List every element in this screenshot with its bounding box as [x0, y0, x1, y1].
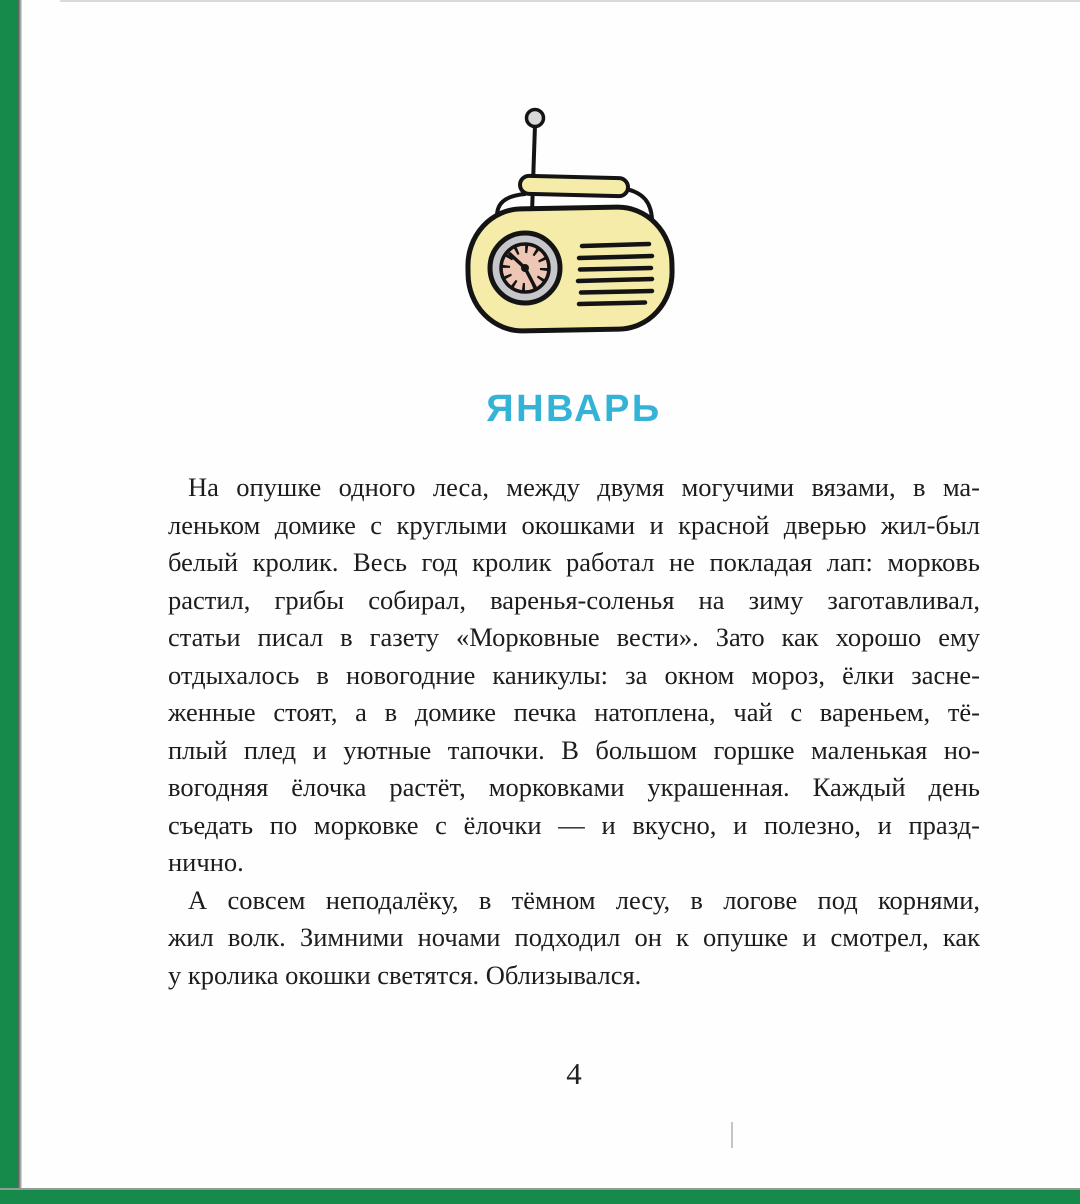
text-line: белый кролик. Весь год кролик работал не покладая лап: морковь	[168, 547, 980, 577]
text-line: нично.	[168, 847, 244, 877]
radio-handle-bar	[520, 176, 628, 197]
text-line: леньком домике с круглыми окошками и красной дверью жил-был	[168, 509, 980, 540]
text-line: съедать по морковке с ёлочки — и вкусно, и полезно, и празд-	[168, 809, 980, 840]
chapter-title: ЯНВАРЬ	[486, 388, 662, 430]
text-line: женные стоят, а в домике печка натоплена, чай с вареньем, тё-	[168, 697, 980, 727]
text-line: растил, грибы собирал, варенья-соленья на зиму заготавливал,	[168, 584, 980, 615]
story-text	[168, 469, 980, 994]
scan-edge-top	[60, 0, 1080, 2]
book-cover-edge-bottom	[0, 1190, 1080, 1204]
text-line: вогодняя ёлочка растёт, морковками украшенная. Каждый день	[168, 772, 980, 802]
page-number: 4	[566, 1056, 582, 1091]
text-line: жил волк. Зимними ночами подходил он к опушке и смотрел, как	[168, 922, 980, 952]
book-cover-edge-left	[0, 0, 18, 1204]
radio-antenna	[532, 125, 535, 213]
paragraph-1	[168, 469, 980, 882]
text-line: А совсем неподалёку, в тёмном лесу, в логове под корнями,	[188, 884, 980, 915]
text-line: отдыхалось в новогодние каникулы: за окном мороз, ёлки засне-	[168, 659, 980, 690]
paragraph-2	[168, 882, 980, 995]
page-edge-shadow-left	[18, 0, 22, 1204]
text-line: статьи писал в газету «Морковные вести». Зато как хорошо ему	[168, 622, 980, 652]
scan-artifact	[731, 1122, 733, 1148]
text-line: у кролика окошки светятся. Облизывался.	[168, 959, 642, 990]
radio-dial-center	[521, 264, 529, 272]
text-line: плый плед и уютные тапочки. В большом горшке маленькая но-	[168, 734, 980, 765]
text-line: На опушке одного леса, между двумя могучими вязами, в ма-	[188, 472, 980, 502]
radio-antenna-ball	[527, 110, 544, 127]
